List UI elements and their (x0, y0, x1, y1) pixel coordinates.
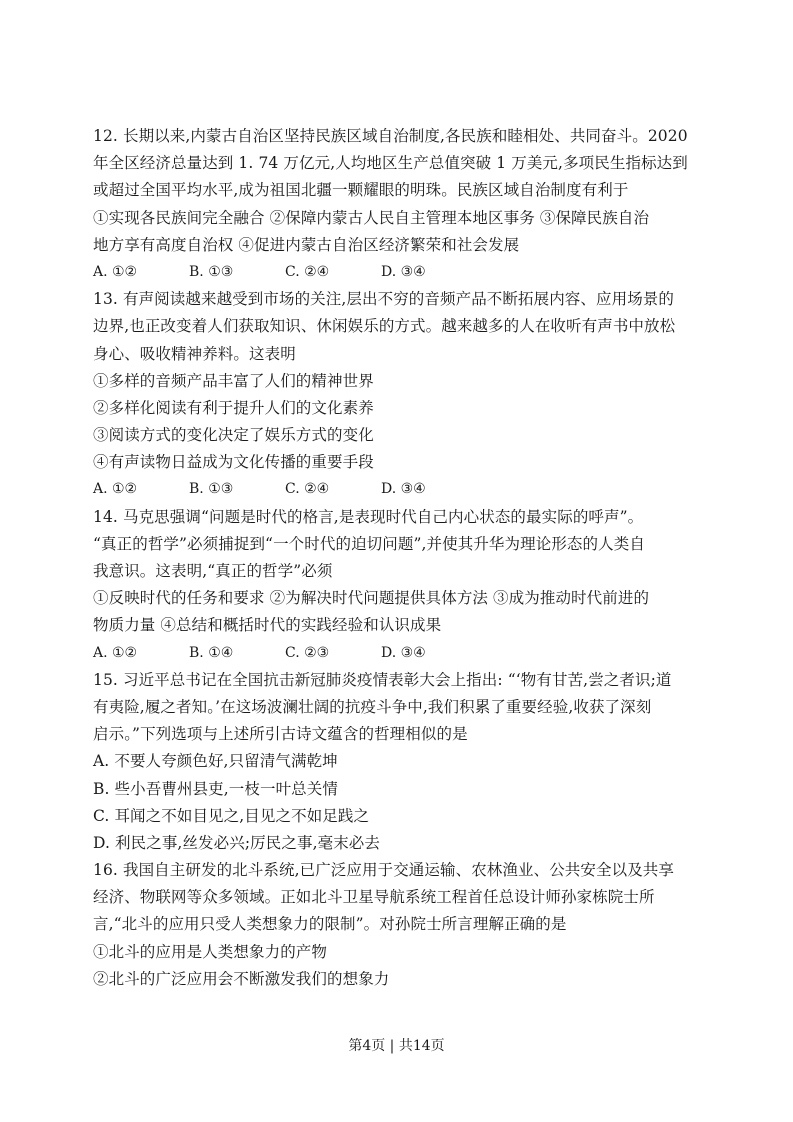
question-stem: 13. 有声阅读越来越受到市场的关注,层出不穷的音频产品不断拓展内容、应用场景的 (93, 290, 675, 309)
question-line: 地方享有高度自治权 ④促进内蒙古自治区经济繁荣和社会发展 (93, 235, 520, 254)
question-line: D. 利民之事,丝发必兴;厉民之事,毫末必去 (93, 833, 381, 852)
question-line: 年全区经济总量达到 1. 74 万亿元,人均地区生产总值突破 1 万美元,多项民生指标达到 (93, 154, 688, 173)
answer-option: D. ③④ (381, 263, 426, 280)
question-line: A. 不要人夸颜色好,只留清气满乾坤 (93, 752, 338, 771)
question-line: “真正的哲学”必须捕捉到“一个时代的迫切问题”,并使其升华为理论形态的人类自 (93, 534, 645, 553)
answer-option: B. ①③ (189, 263, 234, 280)
question-line: 或超过全国平均水平,成为祖国北疆一颗耀眼的明珠。民族区域自治制度有利于 (93, 181, 629, 200)
answer-option: A. ①② (93, 481, 138, 498)
question-line: ③阅读方式的变化决定了娱乐方式的变化 (93, 426, 374, 445)
answer-options (93, 640, 703, 667)
answer-option: B. ①③ (189, 481, 234, 498)
question-line: 边界,也正改变着人们获取知识、休闲娱乐的方式。越来越多的人在收听有声书中放松 (93, 317, 676, 336)
answer-options (93, 476, 703, 503)
answer-option: D. ③④ (381, 644, 426, 661)
question-line: ①多样的音频产品丰富了人们的精神世界 (93, 371, 374, 390)
question-line: 经济、物联网等众多领域。正如北斗卫星导航系统工程首任总设计师孙家栋院士所 (93, 888, 655, 907)
answer-option: D. ③④ (381, 481, 426, 498)
answer-option: B. ①④ (189, 644, 234, 661)
question-block (93, 857, 703, 993)
answer-option: C. ②④ (285, 263, 330, 280)
question-line: 启示。”下列选项与上述所引古诗文蕴含的哲理相似的是 (93, 725, 468, 744)
question-block (93, 286, 703, 504)
question-stem: 14. 马克思强调“问题是时代的格言,是表现时代自己内心状态的最实际的呼声”。 (93, 507, 644, 526)
question-line: ②多样化阅读有利于提升人们的文化素养 (93, 398, 374, 417)
question-line: 身心、吸收精神养料。这表明 (93, 344, 296, 363)
question-line: C. 耳闻之不如目见之,目见之不如足践之 (93, 806, 370, 825)
question-line: ②北斗的广泛应用会不断激发我们的想象力 (93, 969, 390, 988)
question-block (93, 504, 703, 667)
question-line: 物质力量 ④总结和概括时代的实践经验和认识成果 (93, 616, 442, 635)
question-line: ①实现各民族间完全融合 ②保障内蒙古人民自主管理本地区事务 ③保障民族自治 (93, 208, 650, 227)
answer-option: A. ①② (93, 644, 138, 661)
question-block (93, 667, 703, 857)
answer-option: C. ②④ (285, 481, 330, 498)
question-line: ①反映时代的任务和要求 ②为解决时代问题提供具体方法 ③成为推动时代前进的 (93, 589, 650, 608)
question-block (93, 123, 703, 286)
question-line: 有夷险,履之者知。’在这场波澜壮阔的抗疫斗争中,我们积累了重要经验,收获了深刻 (93, 697, 652, 716)
answer-options (93, 259, 703, 286)
question-line: ④有声读物日益成为文化传播的重要手段 (93, 453, 374, 472)
question-stem: 12. 长期以来,内蒙古自治区坚持民族区域自治制度,各民族和睦相处、共同奋斗。2020 (93, 127, 688, 145)
question-line: 言,“北斗的应用只受人类想象力的限制”。对孙院士所言理解正确的是 (93, 915, 567, 934)
question-line: 我意识。这表明,“真正的哲学”必须 (93, 562, 333, 580)
question-stem: 16. 我国自主研发的北斗系统,已广泛应用于交通运输、农林渔业、公共安全以及共享 (93, 861, 675, 880)
question-line: B. 些小吾曹州县吏,一枝一叶总关情 (93, 779, 338, 798)
page-content (93, 123, 703, 993)
page-footer: 第4页 | 共14页 (348, 1038, 445, 1054)
answer-option: C. ②③ (285, 644, 330, 661)
question-stem: 15. 习近平总书记在全国抗击新冠肺炎疫情表彰大会上指出: “‘物有甘苦,尝之者识;道 (93, 670, 672, 689)
answer-option: A. ①② (93, 263, 138, 280)
question-line: ①北斗的应用是人类想象力的产物 (93, 942, 328, 961)
